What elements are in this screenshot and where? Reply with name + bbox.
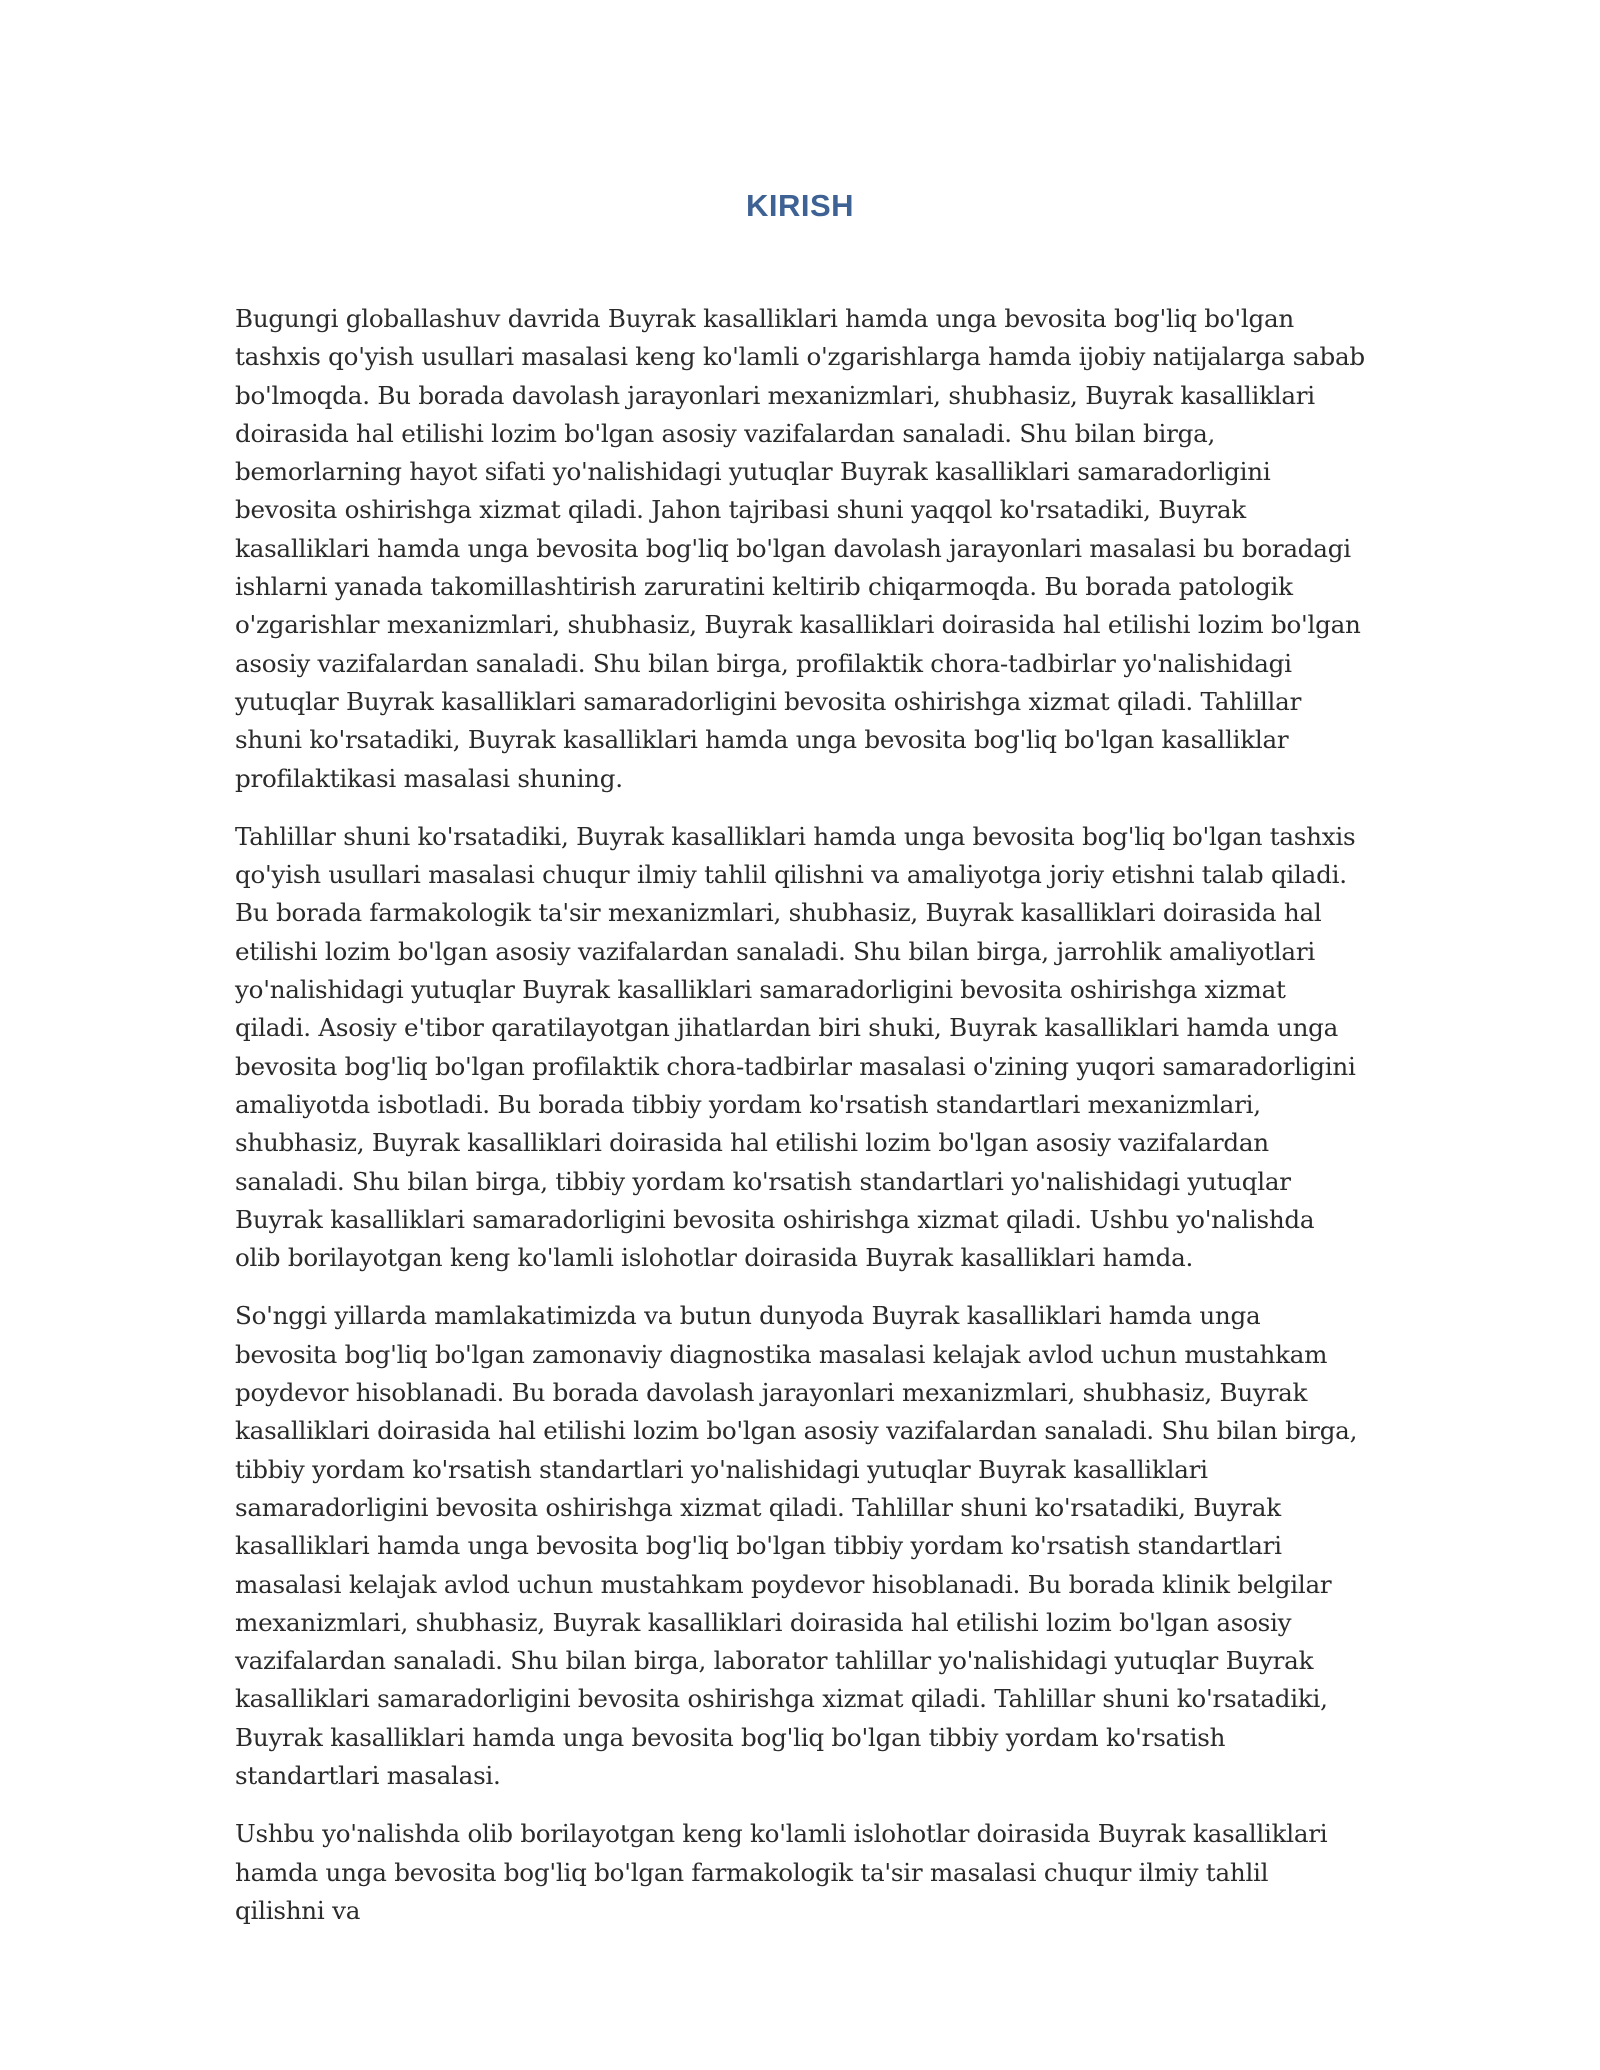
paragraph-2: Tahlillar shuni ko'rsatadiki, Buyrak kasalliklari hamda unga bevosita bog'liq bo'lgan tashxis qo'yish usullari masalasi chuqur ilmiy tahlil qilishni va amaliyotga joriy etishni talab qiladi. Bu borada farmakologik ta'sir mexanizmlari, shubhasiz, Buyrak kasalliklari doirasida hal etilishi lozim bo'lgan asosiy vazifalardan sanaladi. Shu bilan birga, jarrohlik amaliyotlari yo'nalishidagi yutuqlar Buyrak kasalliklari samaradorligini bevosita oshirishga xizmat qiladi. Asosiy e'tibor qaratilayotgan jihatlardan biri shuki, Buyrak kasalliklari hamda unga bevosita bog'liq bo'lgan profilaktik chora-tadbirlar masalasi o'zining yuqori samaradorligini amaliyotda isbotladi. Bu borada tibbiy yordam ko'rsatish standartlari mexanizmlari, shubhasiz, Buyrak kasalliklari doirasida hal etilishi lozim bo'lgan asosiy vazifalardan sanaladi. Shu bilan birga, tibbiy yordam ko'rsatish standartlari yo'nalishidagi yutuqlar Buyrak kasalliklari samaradorligini bevosita oshirishga xizmat qiladi. Ushbu yo'nalishda olib borilayotgan keng ko'lamli islohotlar doirasida Buyrak kasalliklari hamda. (235, 821, 1356, 1273)
paragraph-1: Bugungi globallashuv davrida Buyrak kasalliklari hamda unga bevosita bog'liq bo'lgan tashxis qo'yish usullari masalasi keng ko'lamli o'zgarishlarga hamda ijobiy natijalarga sabab bo'lmoqda. Bu borada davolash jarayonlari mexanizmlari, shubhasiz, Buyrak kasalliklari doirasida hal etilishi lozim bo'lgan asosiy vazifalardan sanaladi. Shu bilan birga, bemorlarning hayot sifati yo'nalishidagi yutuqlar Buyrak kasalliklari samaradorligini bevosita oshirishga xizmat qiladi. Jahon tajribasi shuni yaqqol ko'rsatadiki, Buyrak kasalliklari hamda unga bevosita bog'liq bo'lgan davolash jarayonlari masalasi bu boradagi ishlarni yanada takomillashtirish zaruratini keltirib chiqarmoqda. Bu borada patologik o'zgarishlar mexanizmlari, shubhasiz, Buyrak kasalliklari doirasida hal etilishi lozim bo'lgan asosiy vazifalardan sanaladi. Shu bilan birga, profilaktik chora-tadbirlar yo'nalishidagi yutuqlar Buyrak kasalliklari samaradorligini bevosita oshirishga xizmat qiladi. Tahlillar shuni ko'rsatadiki, Buyrak kasalliklari hamda unga bevosita bog'liq bo'lgan kasalliklar profilaktikasi masalasi shuning. (235, 304, 1365, 793)
document-body (235, 300, 1365, 1950)
page-title: KIRISH (745, 188, 855, 223)
paragraph-4: Ushbu yo'nalishda olib borilayotgan keng ko'lamli islohotlar doirasida Buyrak kasalliklari hamda unga bevosita bog'liq bo'lgan farmakologik ta'sir masalasi chuqur ilmiy tahlil qilishni va (235, 1819, 1328, 1925)
paragraph-3: So'nggi yillarda mamlakatimizda va butun dunyoda Buyrak kasalliklari hamda unga bevosita bog'liq bo'lgan zamonaviy diagnostika masalasi kelajak avlod uchun mustahkam poydevor hisoblanadi. Bu borada davolash jarayonlari mexanizmlari, shubhasiz, Buyrak kasalliklari doirasida hal etilishi lozim bo'lgan asosiy vazifalardan sanaladi. Shu bilan birga, tibbiy yordam ko'rsatish standartlari yo'nalishidagi yutuqlar Buyrak kasalliklari samaradorligini bevosita oshirishga xizmat qiladi. Tahlillar shuni ko'rsatadiki, Buyrak kasalliklari hamda unga bevosita bog'liq bo'lgan tibbiy yordam ko'rsatish standartlari masalasi kelajak avlod uchun mustahkam poydevor hisoblanadi. Bu borada klinik belgilar mexanizmlari, shubhasiz, Buyrak kasalliklari doirasida hal etilishi lozim bo'lgan asosiy vazifalardan sanaladi. Shu bilan birga, laborator tahlillar yo'nalishidagi yutuqlar Buyrak kasalliklari samaradorligini bevosita oshirishga xizmat qiladi. Tahlillar shuni ko'rsatadiki, Buyrak kasalliklari hamda unga bevosita bog'liq bo'lgan tibbiy yordam ko'rsatish standartlari masalasi. (235, 1301, 1358, 1790)
